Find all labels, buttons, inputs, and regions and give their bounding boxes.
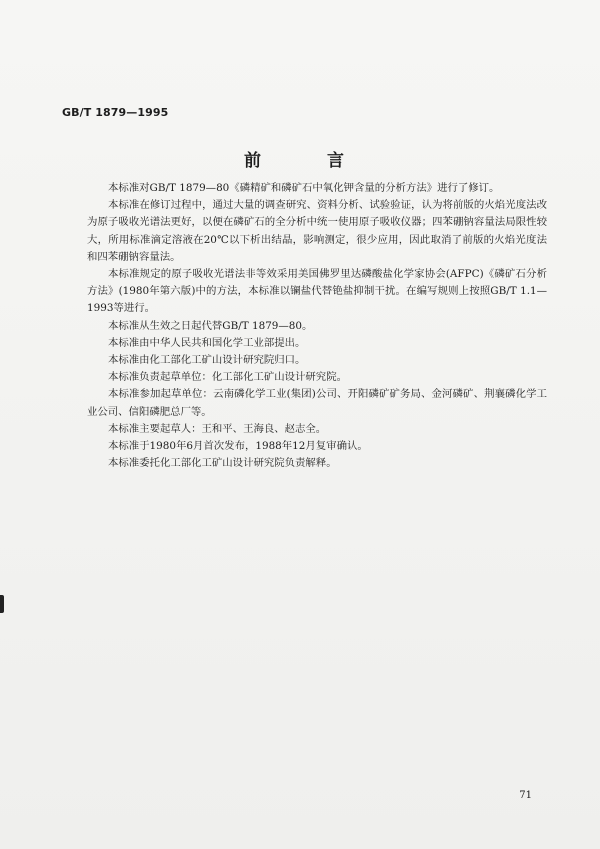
paragraph-participating-drafters: 本标准参加起草单位：云南磷化学工业(集团)公司、开阳磷矿矿务局、金河磷矿、荆襄磷化学工业公司、信阳磷肥总厂等。 (87, 388, 547, 418)
paragraph-replacement: 本标准从生效之日起代替GB/T 1879—80。 (108, 319, 313, 332)
paragraph-interpretation: 本标准委托化工部化工矿山设计研究院负责解释。 (108, 457, 337, 470)
page-title: 前 言 (244, 151, 374, 171)
page-number: 71 (519, 790, 532, 801)
paragraph-main-drafters: 本标准主要起草人：王和平、王海良、赵志全。 (108, 422, 327, 435)
standard-number: GB/T 1879—1995 (62, 106, 169, 119)
paragraph-afpc-reference: 本标准规定的原子吸收光谱法非等效采用美国佛罗里达磷酸盐化学家协会(AFPC)《磷矿石分析方法》(1980年第六版)中的方法，本标准以镧盐代替铯盐抑制干扰。在编写规则上按照GB/T 1.1—1993等进行。 (87, 268, 547, 315)
paragraph-publication-history: 本标准于1980年6月首次发布，1988年12月复审确认。 (108, 440, 368, 453)
paragraph-proposer: 本标准由中华人民共和国化学工业部提出。 (108, 336, 306, 349)
paragraph-method-change: 本标准在修订过程中，通过大量的调查研究、资料分析、试验验证，认为将前版的火焰光度法改为原子吸收光谱法更好，以便在磷矿石的全分析中统一使用原子吸收仪器；四苯硼钠容量法局限性较大，所用标准滴定溶液在20℃以下析出结晶，影响测定，很少应用，因此取消了前版的火焰光度法和四苯硼钠容量法。 (87, 199, 547, 263)
paragraph-centralized: 本标准由化工部化工矿山设计研究院归口。 (108, 354, 306, 367)
paragraph-lead-drafter: 本标准负责起草单位：化工部化工矿山设计研究院。 (108, 371, 347, 384)
paragraph-revision: 本标准对GB/T 1879—80《磷精矿和磷矿石中氧化钾含量的分析方法》进行了修订。 (108, 182, 500, 194)
scan-binding-mark (0, 595, 4, 613)
foreword-body (87, 180, 547, 472)
